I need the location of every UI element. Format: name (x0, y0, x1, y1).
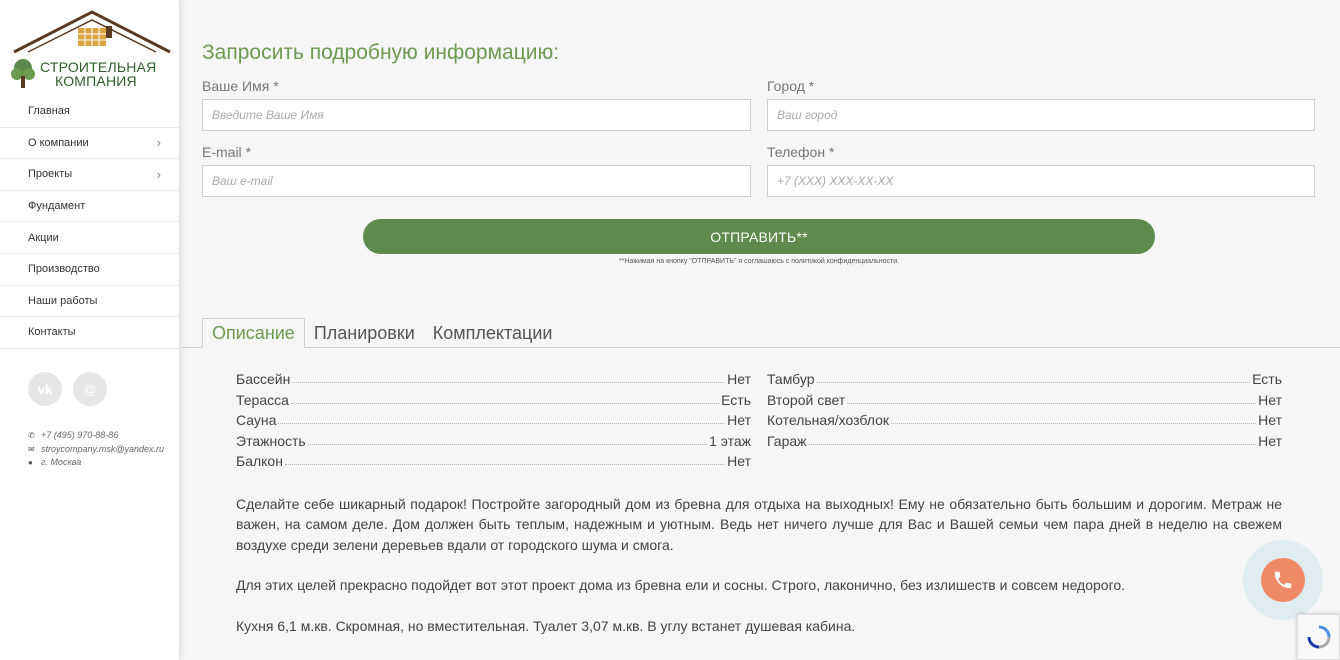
feature-row (236, 408, 751, 428)
contact-phone[interactable]: +7 (495) 970-88-86 (41, 430, 119, 440)
feature-value: Нет (1258, 412, 1282, 429)
menu-item-our-works[interactable] (0, 286, 179, 318)
logo-text-line2: КОМПАНИЯ (55, 73, 137, 89)
logo-text-line1: СТРОИТЕЛЬНАЯ (40, 59, 157, 75)
menu-item-promotions[interactable] (0, 222, 179, 254)
feature-value: Нет (1258, 432, 1282, 449)
features-right (767, 367, 1282, 449)
menu-item-label: О компании (28, 136, 89, 149)
tab-description[interactable]: Описание (202, 318, 305, 348)
description-paragraph: Сделайте себе шикарный подарок! Постройте загородный дом из бревна для отдыха на выходных! Ему не обязательно быть большим и дорогим. Метраж не важен, на самом деле. Дом должен быть теплым, надежным и уютным. Ведь нет ничего лучше для Вас и Вашей семьи чем пара дней в неделю на свежем воздухе среди зелени деревьев вдали от городского шума и смога. (236, 496, 1282, 553)
tab-configurations[interactable]: Комплектации (432, 322, 553, 343)
map-pin-icon: ● (28, 458, 33, 467)
feature-value: Нет (727, 371, 751, 388)
feature-name: Гараж (767, 432, 807, 449)
callback-button[interactable] (1243, 540, 1323, 620)
feature-value: Есть (1252, 371, 1282, 388)
vk-icon[interactable]: vk (28, 372, 62, 406)
house-roof-icon (8, 6, 176, 62)
menu-item-projects[interactable] (0, 159, 179, 191)
menu-item-label: Проекты (28, 168, 73, 181)
features-left (236, 367, 751, 469)
feature-value: 1 этаж (709, 432, 751, 449)
menu-item-home[interactable] (0, 96, 179, 128)
logo[interactable] (0, 0, 179, 96)
name-input[interactable]: Введите Ваше Имя (202, 99, 751, 131)
recaptcha-icon (1306, 624, 1332, 650)
menu-item-label: Наши работы (28, 294, 98, 307)
feature-value: Нет (727, 452, 751, 469)
feature-row (767, 367, 1282, 387)
tree-icon (10, 58, 36, 90)
feature-name: Котельная/хозблок (767, 412, 890, 429)
feature-row (767, 408, 1282, 428)
feature-row (236, 387, 751, 407)
form-title: Запросить подробную информацию: (202, 41, 560, 64)
envelope-icon: ✉ (28, 444, 35, 454)
menu-item-label: Главная (28, 105, 70, 118)
menu-item-contacts[interactable] (0, 317, 179, 349)
phone-label: Телефон * (767, 144, 835, 160)
name-label: Ваше Имя * (202, 78, 279, 94)
feature-row (236, 367, 751, 387)
recaptcha-badge[interactable] (1297, 614, 1340, 660)
feature-value: Есть (721, 391, 751, 408)
chevron-right-icon: › (156, 135, 161, 151)
menu-item-foundation[interactable] (0, 191, 179, 223)
city-input[interactable]: Ваш город (767, 99, 1315, 131)
feature-value: Нет (727, 412, 751, 429)
consent-note: **Нажимая на кнопку "ОТПРАВИТЬ" я соглашаюсь с политикой конфиденциальности. (618, 258, 900, 265)
city-label: Город * (767, 78, 815, 94)
feature-name: Этажность (236, 432, 306, 449)
description-paragraph: Кухня 6,1 м.кв. Скромная, но вместительная. Туалет 3,07 м.кв. В углу встанет душевая кабина. (236, 618, 856, 634)
description-paragraph: Для этих целей прекрасно подойдет вот этот проект дома из бревна ели и сосны. Строго, лаконично, без излишеств и совсем недорого. (236, 577, 1126, 593)
contact-email[interactable]: stroycompany.msk@yandex.ru (41, 443, 165, 454)
menu-item-label: Производство (28, 263, 100, 276)
contact-city: г. Москва (41, 457, 82, 467)
menu-item-label: Акции (28, 231, 59, 244)
menu-item-production[interactable] (0, 254, 179, 286)
feature-name: Терасса (236, 391, 289, 408)
chevron-right-icon: › (156, 166, 161, 182)
menu-item-label: Контакты (28, 326, 76, 339)
submit-button[interactable]: ОТПРАВИТЬ** (363, 219, 1155, 254)
feature-row (767, 428, 1282, 448)
phone-icon: ✆ (28, 431, 35, 440)
phone-input[interactable]: +7 (XXX) XXX-XX-XX (767, 165, 1315, 197)
feature-value: Нет (1258, 391, 1282, 408)
email-label: E-mail * (202, 144, 252, 160)
feature-name: Сауна (236, 412, 277, 429)
sidebar (0, 0, 180, 660)
feature-name: Бассейн (236, 371, 291, 388)
contact-info (28, 429, 164, 470)
feature-row (236, 428, 751, 448)
feature-name: Тамбур (767, 371, 815, 388)
email-at-icon[interactable]: @ (73, 372, 107, 406)
social-links (28, 372, 107, 406)
main-menu (0, 96, 179, 349)
feature-row (236, 449, 751, 469)
email-input[interactable]: Ваш e-mail (202, 165, 751, 197)
feature-name: Второй свет (767, 391, 846, 408)
tab-layouts[interactable]: Планировки (313, 322, 415, 343)
phone-handset-icon (1261, 558, 1305, 602)
feature-name: Балкон (236, 452, 283, 469)
tabs (202, 318, 561, 348)
main-content (181, 0, 1340, 660)
menu-item-label: Фундамент (28, 200, 86, 213)
menu-item-about[interactable] (0, 128, 179, 160)
feature-row (767, 387, 1282, 407)
